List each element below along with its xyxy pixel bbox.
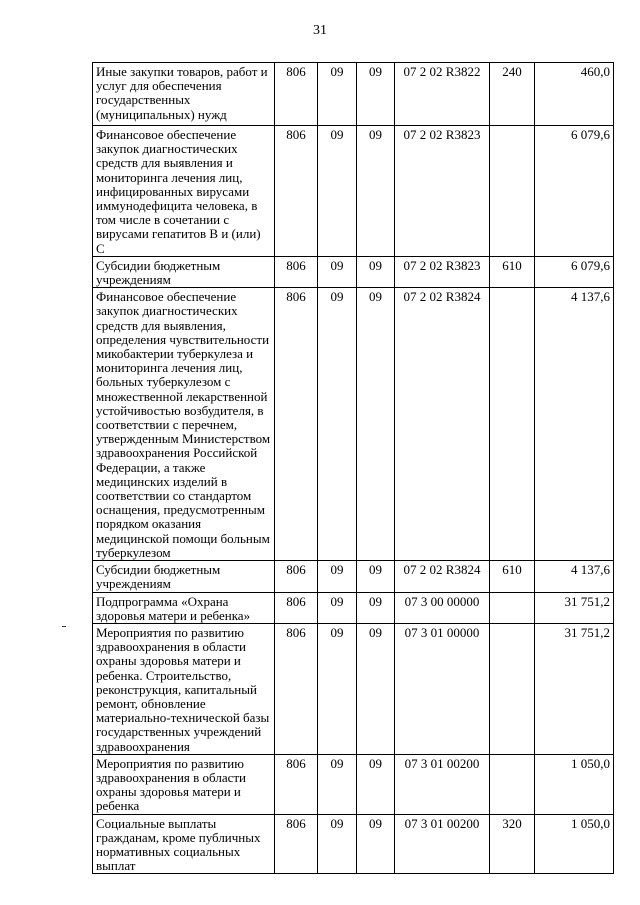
row-target: 07 2 02 R3823 bbox=[395, 126, 490, 257]
row-amount: 1 050,0 bbox=[535, 754, 614, 814]
row-subsection: 09 bbox=[357, 561, 395, 592]
table-row bbox=[93, 63, 614, 126]
row-amount: 6 079,6 bbox=[535, 256, 614, 287]
row-ministry: 806 bbox=[275, 561, 318, 592]
row-amount: 1 050,0 bbox=[535, 814, 614, 874]
row-section: 09 bbox=[318, 754, 357, 814]
row-subsection: 09 bbox=[357, 623, 395, 754]
row-target: 07 3 00 00000 bbox=[395, 592, 490, 623]
row-section: 09 bbox=[318, 288, 357, 561]
row-target: 07 2 02 R3823 bbox=[395, 256, 490, 287]
row-ministry: 806 bbox=[275, 126, 318, 257]
row-subsection: 09 bbox=[357, 288, 395, 561]
row-ministry: 806 bbox=[275, 754, 318, 814]
row-section: 09 bbox=[318, 126, 357, 257]
row-ministry: 806 bbox=[275, 592, 318, 623]
row-type bbox=[490, 126, 535, 257]
row-ministry: 806 bbox=[275, 63, 318, 126]
row-name: Мероприятия по развитию здравоохранения в области охраны здоровья матери и ребенка bbox=[93, 754, 275, 814]
row-section: 09 bbox=[318, 561, 357, 592]
row-subsection: 09 bbox=[357, 63, 395, 126]
row-amount: 31 751,2 bbox=[535, 623, 614, 754]
margin-mark bbox=[62, 626, 66, 627]
row-amount: 4 137,6 bbox=[535, 561, 614, 592]
row-target: 07 3 01 00200 bbox=[395, 814, 490, 874]
row-target: 07 2 02 R3824 bbox=[395, 288, 490, 561]
row-section: 09 bbox=[318, 592, 357, 623]
row-target: 07 3 01 00000 bbox=[395, 623, 490, 754]
table-row bbox=[93, 623, 614, 754]
table-row bbox=[93, 754, 614, 814]
row-subsection: 09 bbox=[357, 126, 395, 257]
row-amount: 31 751,2 bbox=[535, 592, 614, 623]
row-type bbox=[490, 754, 535, 814]
table-row bbox=[93, 814, 614, 874]
table-row bbox=[93, 126, 614, 257]
row-target: 07 2 02 R3822 bbox=[395, 63, 490, 126]
table-row bbox=[93, 256, 614, 287]
row-type: 240 bbox=[490, 63, 535, 126]
row-name: Социальные выплаты гражданам, кроме публичных нормативных социальных выплат bbox=[93, 814, 275, 874]
budget-table bbox=[92, 62, 614, 874]
row-name: Мероприятия по развитию здравоохранения в области охраны здоровья матери и ребенка. Строительство, реконструкция, капитальный ремонт, обновление материально-технической базы государственных учреждений здравоохранения bbox=[93, 623, 275, 754]
row-amount: 6 079,6 bbox=[535, 126, 614, 257]
row-type bbox=[490, 623, 535, 754]
row-name: Финансовое обеспечение закупок диагностических средств для выявления, определения чувствительности микобактерии туберкулеза и мониторинга лечения лиц, больных туберкулезом с множественной лекарственной устойчивостью возбудителя, в соответствии с перечнем, утвержденным Министерством здравоохранения Российской Федерации, а также медицинских изделий в соответствии со стандартом оснащения, предусмотренным порядком оказания медицинской помощи больным туберкулезом bbox=[93, 288, 275, 561]
row-ministry: 806 bbox=[275, 623, 318, 754]
row-type bbox=[490, 592, 535, 623]
row-type: 320 bbox=[490, 814, 535, 874]
page-number: 31 bbox=[313, 23, 327, 38]
row-name: Субсидии бюджетным учреждениям bbox=[93, 256, 275, 287]
row-subsection: 09 bbox=[357, 814, 395, 874]
row-subsection: 09 bbox=[357, 754, 395, 814]
row-target: 07 2 02 R3824 bbox=[395, 561, 490, 592]
row-ministry: 806 bbox=[275, 256, 318, 287]
row-target: 07 3 01 00200 bbox=[395, 754, 490, 814]
row-type bbox=[490, 288, 535, 561]
table-row bbox=[93, 288, 614, 561]
row-section: 09 bbox=[318, 63, 357, 126]
row-ministry: 806 bbox=[275, 814, 318, 874]
row-name: Подпрограмма «Охрана здоровья матери и ребенка» bbox=[93, 592, 275, 623]
row-type: 610 bbox=[490, 561, 535, 592]
row-section: 09 bbox=[318, 623, 357, 754]
table-row bbox=[93, 592, 614, 623]
row-section: 09 bbox=[318, 256, 357, 287]
table-row bbox=[93, 561, 614, 592]
row-ministry: 806 bbox=[275, 288, 318, 561]
row-amount: 4 137,6 bbox=[535, 288, 614, 561]
row-name: Финансовое обеспечение закупок диагностических средств для выявления и мониторинга лечения лиц, инфицированных вирусами иммунодефицита человека, в том числе в сочетании с вирусами гепатитов В и (или) С bbox=[93, 126, 275, 257]
row-type: 610 bbox=[490, 256, 535, 287]
row-subsection: 09 bbox=[357, 592, 395, 623]
row-subsection: 09 bbox=[357, 256, 395, 287]
row-amount: 460,0 bbox=[535, 63, 614, 126]
row-name: Иные закупки товаров, работ и услуг для обеспечения государственных (муниципальных) нужд bbox=[93, 63, 275, 126]
row-section: 09 bbox=[318, 814, 357, 874]
row-name: Субсидии бюджетным учреждениям bbox=[93, 561, 275, 592]
